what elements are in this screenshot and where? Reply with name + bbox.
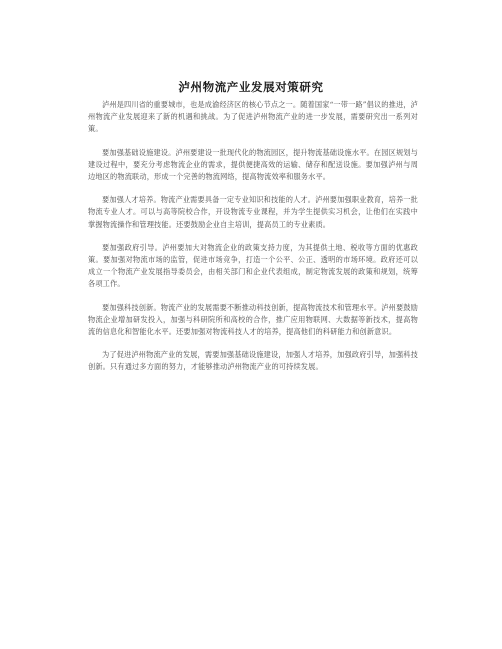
paragraph-technology: 要加强科技创新。物流产业的发展需要不断推动科技创新，提高物流技术和管理水平。泸州要鼓励物流企业增加研发投入，加强与科研院所和高校的合作，推广应用物联网、大数据等新技术，提高物流的信息化和智能化水平。还要加强对物流科技人才的培养，提高他们的科研能力和创新意识。 bbox=[88, 302, 418, 337]
paragraph-intro: 泸州是四川省的重要城市，也是成渝经济区的核心节点之一。随着国家“一带一路”倡议的推进，泸州物流产业发展迎来了新的机遇和挑战。为了促进泸州物流产业的进一步发展，需要研究出一系列对策。 bbox=[88, 100, 418, 134]
paragraph-infrastructure: 要加强基础设施建设。泸州要建设一批现代化的物流园区，提升物流基础设施水平。在园区规划与建设过程中，要充分考虑物流企业的需求，提供便捷高效的运输、储存和配送设施。要加强泸州与周边地区的物流联动，形成一个完善的物流网络，提高物流效率和服务水平。 bbox=[88, 147, 418, 182]
paragraph-conclusion: 为了促进泸州物流产业的发展，需要加强基础设施建设，加强人才培养，加强政府引导，加强科技创新。只有通过多方面的努力，才能够推动泸州物流产业的可持续发展。 bbox=[88, 350, 418, 372]
document-title: 泸州物流产业发展对策研究 bbox=[178, 80, 324, 94]
paragraph-government: 要加强政府引导。泸州要加大对物流企业的政策支持力度，为其提供土地、税收等方面的优惠政策。要加强对物流市场的监管，促进市场竞争，打造一个公平、公正、透明的市场环境。政府还可以成立一个物流产业发展指导委员会，由相关部门和企业代表组成，制定物流发展的政策和规划，统筹各项工作。 bbox=[88, 242, 418, 289]
document-body bbox=[88, 99, 418, 385]
paragraph-talent: 要加强人才培养。物流产业需要具备一定专业知识和技能的人才。泸州要加强职业教育，培养一批物流专业人才。可以与高等院校合作，开设物流专业课程，并为学生提供实习机会，让他们在实践中掌握物流操作和管理技能。还要鼓励企业自主培训，提高员工的专业素质。 bbox=[88, 195, 418, 229]
